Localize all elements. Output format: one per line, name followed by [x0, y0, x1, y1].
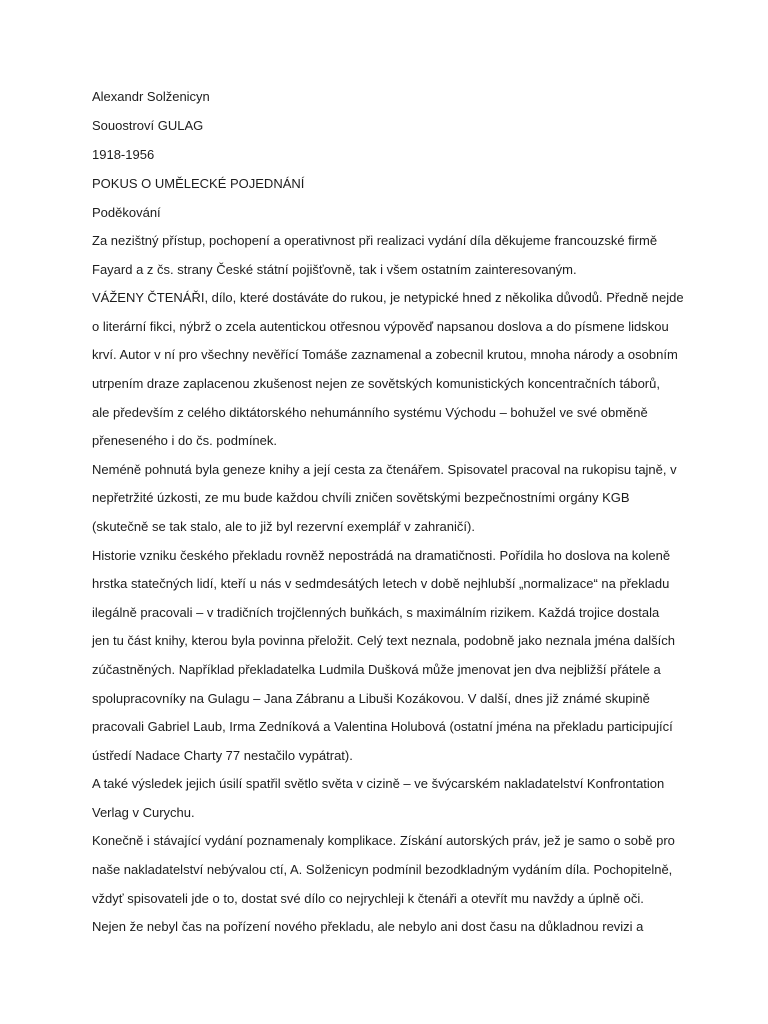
text-line: o literární fikci, nýbrž o zcela autentickou otřesnou výpověď napsanou doslova a do písmene lidskou	[92, 318, 669, 334]
book-subtitle: POKUS O UMĚLECKÉ POJEDNÁNÍ	[92, 176, 305, 191]
text-line: Verlag v Curychu.	[92, 804, 195, 820]
text-line: Neméně pohnutá byla geneze knihy a její cesta za čtenářem. Spisovatel pracoval na rukopisu tajně, v	[92, 461, 677, 477]
text-line: Historie vzniku českého překladu rovněž nepostrádá na dramatičnosti. Pořídila ho doslova na koleně	[92, 547, 671, 563]
text-line: zúčastněných. Například překladatelka Ludmila Dušková může jmenovat jen dva nejbližší přátele a	[92, 661, 661, 677]
text-line: hrstka statečných lidí, kteří u nás v sedmdesátých letech v době nejhlubší „normalizace“ na překladu	[92, 576, 670, 592]
section-heading: Poděkování	[92, 205, 161, 220]
text-line: A také výsledek jejich úsilí spatřil světlo světa v cizině – ve švýcarském nakladatelství Konfrontation	[92, 776, 665, 792]
text-line: Za nezištný přístup, pochopení a operativnost při realizaci vydání díla děkujeme francouzské firmě	[92, 233, 658, 248]
text-line: ústředí Nadace Charty 77 nestačilo vypátrat).	[92, 747, 353, 763]
text-line: spolupracovníky na Gulagu – Jana Zábranu a Libuši Kozákovou. V další, dnes již známé skupině	[92, 690, 650, 706]
text-line: Konečně i stávající vydání poznamenaly komplikace. Získání autorských práv, jež je samo o sobě pro	[92, 833, 675, 849]
body-text	[92, 227, 692, 942]
text-line: Fayard a z čs. strany České státní pojišťovně, tak i všem ostatním zainteresovaným.	[92, 261, 577, 277]
book-title: Souostroví GULAG	[92, 118, 204, 133]
text-line: jen tu část knihy, kterou byla povinna přeložit. Celý text neznala, podobně jako neznala jména dalších	[92, 633, 675, 649]
text-line: Nejen že nebyl čas na pořízení nového překladu, ale nebylo ani dost času na důkladnou revizi a	[92, 919, 644, 935]
text-line: VÁŽENY ČTENÁŘI, dílo, které dostáváte do rukou, je netypické hned z několika důvodů. Předně nejde	[92, 290, 684, 306]
text-line: nepřetržité úzkosti, ze mu bude každou chvíli zničen sovětskými bezpečnostními orgány KGB	[92, 490, 630, 506]
document-page	[92, 82, 692, 942]
book-years: 1918-1956	[92, 147, 155, 162]
text-line: ale především z celého diktátorského nehumánního systému Východu – bohužel ve své obměně	[92, 404, 648, 420]
text-line: (skutečně se tak stalo, ale to již byl rezervní exemplář v zahraničí).	[92, 518, 475, 534]
text-line: pracovali Gabriel Laub, Irma Zedníková a Valentina Holubová (ostatní jména na překladu participující	[92, 719, 673, 735]
text-line: vždyť spisovateli jde o to, dostat své dílo co nejrychleji k čtenáři a otevřít mu navždy a úplně oči.	[92, 890, 644, 906]
text-line: utrpením draze zaplacenou zkušenost nejen ze sovětských komunistických koncentračních táborů,	[92, 375, 660, 391]
text-line: naše nakladatelství nebývalou ctí, A. Solženicyn podmínil bezodkladným vydáním díla. Pochopitelně,	[92, 862, 673, 878]
text-line: přeneseného i do čs. podmínek.	[92, 433, 278, 449]
text-line: ilegálně pracovali – v tradičních trojčlenných buňkách, s maximálním rizikem. Každá trojice dostala	[92, 604, 660, 620]
text-line: krví. Autor v ní pro všechny nevěřící Tomáše zaznamenal a zobecnil krutou, mnoha národy a osobním	[92, 347, 678, 363]
author-name: Alexandr Solženicyn	[92, 89, 210, 104]
